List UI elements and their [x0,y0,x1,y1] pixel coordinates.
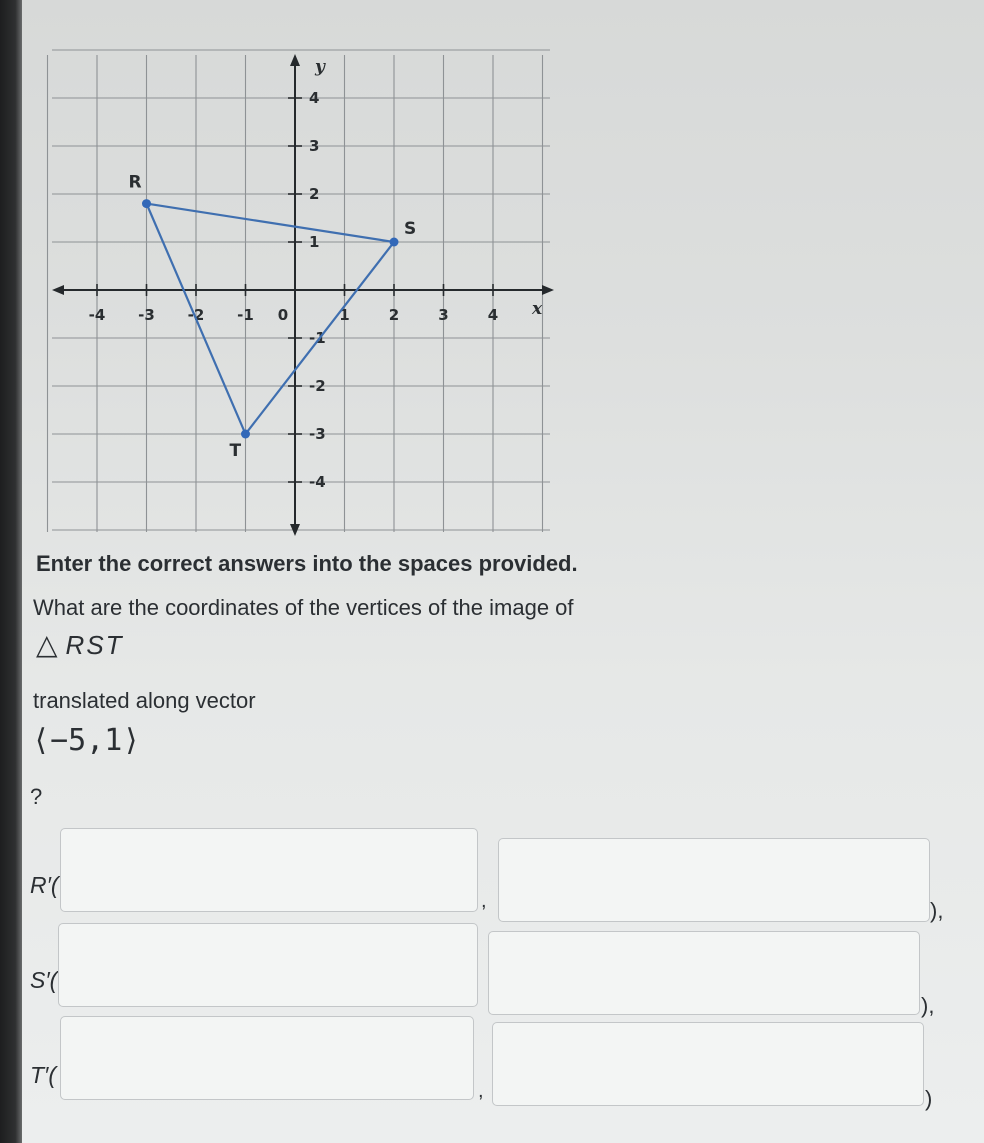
vertex-label-r: R [128,172,142,193]
x-tick-label: 3 [438,306,449,324]
answer-row-s-prime [0,915,984,1018]
x-tick-label: -2 [187,306,205,324]
triangle-symbol-icon: △ [36,628,58,661]
s-prime-x-input[interactable] [58,923,478,1007]
r-prime-comma: , [481,890,487,912]
t-prime-label: T′( [30,1062,57,1088]
y-tick-label: -1 [309,329,326,347]
s-prime-label: S′( [30,967,58,993]
question-mark: ? [30,784,43,809]
x-tick-label: 2 [388,306,400,324]
y-tick-label: 2 [309,185,320,203]
r-prime-y-input[interactable] [498,838,930,922]
vertex-point-t [241,430,250,439]
t-prime-comma: , [478,1080,484,1102]
s-prime-y-input[interactable] [488,931,920,1015]
vertex-point-r [142,199,151,208]
t-prime-y-input[interactable] [492,1022,924,1106]
r-prime-close: ), [930,898,944,923]
y-tick-label: -3 [309,425,326,443]
r-prime-x-input[interactable] [60,828,478,912]
y-axis-up-arrow-icon [290,54,300,66]
triangle-name [36,628,124,661]
x-tick-label: -1 [237,306,254,324]
x-tick-label: -3 [138,306,155,324]
vertex-point-s [390,238,399,247]
answer-row-t-prime [0,1010,984,1110]
y-tick-label: -4 [309,473,326,491]
y-axis-name: y [315,57,325,77]
translated-text: translated along vector [33,688,256,713]
x-axis-name: x [532,299,543,319]
r-prime-label: R′( [30,872,59,898]
y-tick-label: 4 [309,89,320,107]
x-axis-left-arrow-icon [52,285,64,295]
x-axis-right-arrow-icon [542,285,554,295]
answer-row-r-prime [0,820,984,923]
x-tick-label: 1 [339,306,350,324]
question-text: What are the coordinates of the vertices of the image of [33,595,574,620]
triangle-rst [147,204,395,434]
vertex-label-s: S [404,219,417,239]
coordinate-graph [40,40,560,540]
x-tick-label: -4 [88,306,106,324]
y-tick-label: -2 [309,377,326,395]
x-tick-label: 4 [487,306,499,324]
graph-svg [40,40,560,540]
y-tick-label: 3 [309,137,320,155]
x-tick-label: 0 [277,306,289,324]
t-prime-x-input[interactable] [60,1016,474,1100]
instruction-text: Enter the correct answers into the spaces provided. [36,551,578,576]
translation-vector: ⟨−5,1⟩ [32,723,141,758]
t-prime-close: ) [925,1086,933,1111]
s-prime-close: ), [921,993,935,1018]
triangle-letters: RST [65,630,124,660]
vertex-label-t: T [229,441,242,461]
y-tick-label: 1 [309,233,320,251]
